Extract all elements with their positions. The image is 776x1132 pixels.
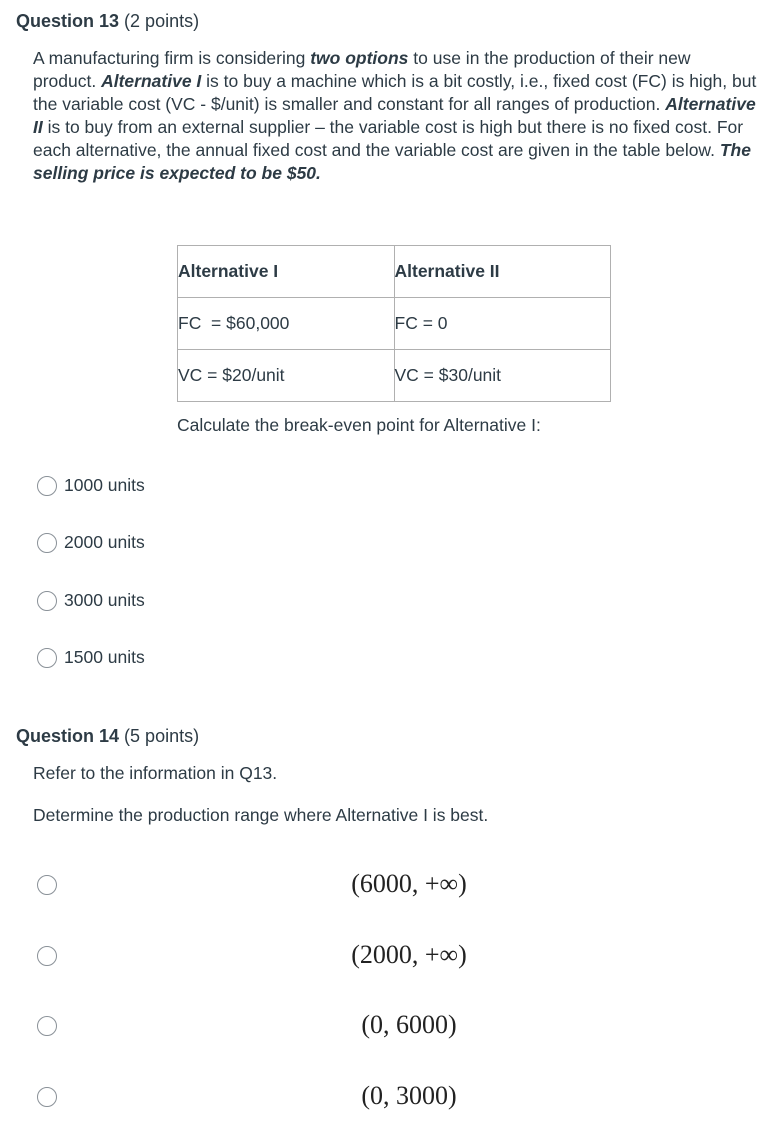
table-cell: FC = $60,000: [178, 298, 395, 350]
table-row: [178, 298, 611, 350]
alternatives-table: [177, 245, 611, 402]
math-option-label: (6000, +∞): [351, 869, 467, 898]
emphasis-text: Alternative I: [101, 71, 202, 91]
table-header-row: [178, 246, 611, 298]
math-option-label: (2000, +∞): [351, 940, 467, 969]
text-run: A manufacturing firm is considering: [33, 48, 311, 68]
radio-button[interactable]: [37, 648, 57, 668]
option-label: 1500 units: [64, 647, 145, 667]
question-points: (2 points): [124, 11, 200, 31]
math-option-label: (0, 3000): [361, 1081, 457, 1110]
table-cell: VC = $20/unit: [178, 350, 395, 402]
question-title: Question 13: [16, 11, 120, 31]
table-header-cell: Alternative I: [178, 246, 395, 298]
answer-option-2[interactable]: [37, 532, 145, 553]
answer-option-3[interactable]: [37, 590, 145, 611]
radio-button[interactable]: [37, 533, 57, 553]
radio-button[interactable]: [37, 476, 57, 496]
question-title: Question 14: [16, 726, 120, 746]
question-14-line-2: Determine the production range where Alternative I is best.: [33, 805, 489, 825]
question-13-prompt: Calculate the break-even point for Alternative I:: [177, 415, 541, 435]
question-13-header: [16, 10, 199, 32]
option-label: 3000 units: [64, 590, 145, 610]
emphasis-text: Alternative II: [33, 94, 756, 137]
question-points: (5 points): [124, 726, 200, 746]
answer-option-1[interactable]: [37, 865, 757, 905]
question-14-header: [16, 725, 199, 747]
table-row: [178, 350, 611, 402]
option-label: 2000 units: [64, 532, 145, 552]
table-cell: FC = 0: [394, 298, 611, 350]
question-13-text: [33, 47, 758, 185]
table-cell: VC = $30/unit: [394, 350, 611, 402]
text-run: is to buy from an external supplier – the variable cost is high but there is no fixed cost. For each alternative, the annual fixed cost and the variable cost are given in the table below.: [33, 117, 744, 160]
answer-option-4[interactable]: [37, 1077, 757, 1117]
text-run: to use in the production of their new product.: [33, 48, 691, 91]
option-label: 1000 units: [64, 475, 145, 495]
answer-option-2[interactable]: [37, 936, 757, 976]
table-header-cell: Alternative II: [394, 246, 611, 298]
text-run: is to buy a machine which is a bit costly, i.e., fixed cost (FC) is high, but the variable cost (VC - $/unit) is smaller and constant for all ranges of production.: [33, 71, 757, 114]
answer-option-4[interactable]: [37, 647, 145, 668]
answer-option-3[interactable]: [37, 1006, 757, 1046]
radio-button[interactable]: [37, 591, 57, 611]
emphasis-text: The selling price is expected to be $50.: [33, 140, 751, 183]
question-14-line-1: Refer to the information in Q13.: [33, 763, 278, 783]
answer-option-1[interactable]: [37, 475, 145, 496]
emphasis-text: two options: [310, 48, 409, 68]
math-option-label: (0, 6000): [361, 1010, 457, 1039]
